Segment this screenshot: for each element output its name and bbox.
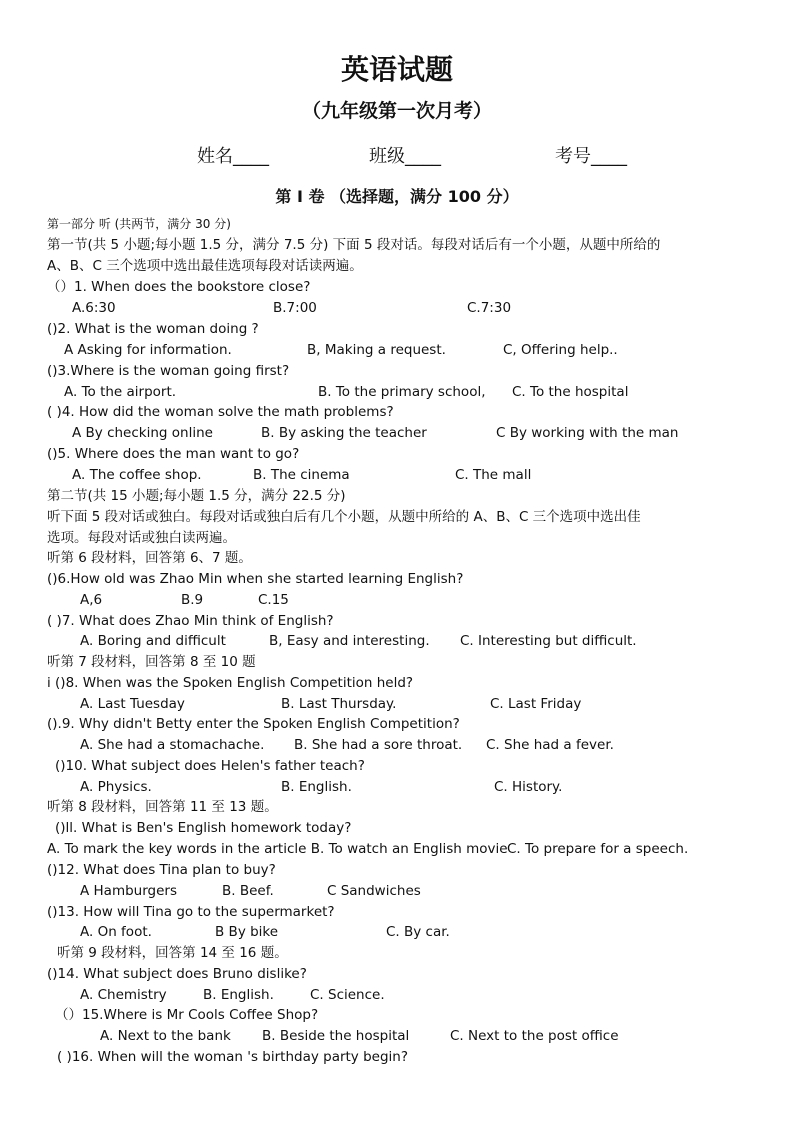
question-10-option-c: C. History. xyxy=(494,779,563,795)
page-title: 英语试题 xyxy=(340,53,453,86)
material-9-note: 听第 9 段材料，回答第 14 至 16 题。 xyxy=(57,945,288,961)
question-12-option-b: B. Beef. xyxy=(222,883,274,899)
question-7-stem: ( )7. What does Zhao Min think of English? xyxy=(47,613,334,629)
question-6-option-a: A,6 xyxy=(80,592,103,608)
question-5-option-b: B. The cinema xyxy=(253,467,350,483)
page-subtitle: （九年级第一次月考） xyxy=(301,100,492,122)
question-6-option-b: B.9 xyxy=(181,592,204,608)
question-12-stem: ()12. What does Tina plan to buy? xyxy=(47,862,276,878)
question-14-option-b: B. English. xyxy=(203,987,274,1003)
question-5-option-a: A. The coffee shop. xyxy=(72,467,202,483)
question-2-option-c: C, Offering help.. xyxy=(503,342,618,358)
question-3-option-a: A. To the airport. xyxy=(64,384,177,400)
question-2-option-a: A Asking for information. xyxy=(64,342,232,358)
exam-number-label: 考号____ xyxy=(555,146,627,167)
section2-heading: 第二节(共 15 小题;每小题 1.5 分，满分 22.5 分) xyxy=(47,488,346,504)
question-15-option-b: B. Beside the hospital xyxy=(262,1028,410,1044)
section2-instructions-line1: 听下面 5 段对话或独白。每段对话或独白后有几个小题，从题中所给的 A、B、C 三个选项中选出佳 xyxy=(47,509,641,525)
question-3-option-c: C. To the hospital xyxy=(512,384,629,400)
question-3-option-b: B. To the primary school, xyxy=(318,384,486,400)
section1-instructions-line2: A、B、C 三个选项中选出最佳选项每段对话读两遍。 xyxy=(47,258,363,274)
question-15-option-a: A. Next to the bank xyxy=(100,1028,231,1044)
question-9-stem: ().9. Why didn't Betty enter the Spoken English Competition? xyxy=(47,716,460,732)
material-7-note: 听第 7 段材料，回答第 8 至 10 题 xyxy=(47,654,256,670)
question-14-stem: ()14. What subject does Bruno dislike? xyxy=(47,966,307,982)
question-9-option-c: C. She had a fever. xyxy=(486,737,614,753)
material-8-note: 听第 8 段材料，回答第 11 至 13 题。 xyxy=(47,799,278,815)
part1-heading: 第一部分 听 (共两节，满分 30 分) xyxy=(47,217,231,231)
question-12-option-c: C Sandwiches xyxy=(327,883,421,899)
question-6-option-c: C.15 xyxy=(258,592,289,608)
question-1-option-c: C.7:30 xyxy=(467,300,512,316)
question-13-option-b: B By bike xyxy=(215,924,279,940)
question-7-option-a: A. Boring and difficult xyxy=(80,633,226,649)
question-9-option-a: A. She had a stomachache. xyxy=(80,737,265,753)
question-5-option-c: C. The mall xyxy=(455,467,532,483)
question-13-option-a: A. On foot. xyxy=(80,924,152,940)
question-2-stem: ()2. What is the woman doing ? xyxy=(47,321,259,337)
question-4-option-c: C By working with the man xyxy=(496,425,679,441)
question-7-option-b: B, Easy and interesting. xyxy=(269,633,430,649)
question-3-stem: ()3.Where is the woman going first? xyxy=(47,363,290,379)
question-2-option-b: B, Making a request. xyxy=(307,342,446,358)
question-12-option-a: A Hamburgers xyxy=(80,883,177,899)
question-9-option-b: B. She had a sore throat. xyxy=(294,737,463,753)
question-7-option-c: C. Interesting but difficult. xyxy=(460,633,637,649)
question-6-stem: ()6.How old was Zhao Min when she started learning English? xyxy=(47,571,464,587)
question-8-stem: i ()8. When was the Spoken English Competition held? xyxy=(47,675,414,691)
question-8-option-b: B. Last Thursday. xyxy=(281,696,397,712)
question-5-stem: ()5. Where does the man want to go? xyxy=(47,446,300,462)
question-4-stem: ( )4. How did the woman solve the math problems? xyxy=(47,404,394,420)
section2-instructions-line2: 选项。每段对话或独白读两遍。 xyxy=(47,530,236,546)
question-4-option-b: B. By asking the teacher xyxy=(261,425,427,441)
name-field-label: 姓名____ xyxy=(197,146,269,167)
class-field-label: 班级____ xyxy=(369,146,441,167)
question-11-options-a-b: A. To mark the key words in the article B. To watch an English movie xyxy=(47,841,508,857)
question-14-option-c: C. Science. xyxy=(310,987,385,1003)
question-1-option-a: A.6:30 xyxy=(72,300,116,316)
material-6-note: 听第 6 段材料，回答第 6、7 题。 xyxy=(47,550,252,566)
question-10-option-b: B. English. xyxy=(281,779,352,795)
section-title: 第 I 卷 （选择题，满分 100 分） xyxy=(275,187,519,206)
question-1-stem: （）1. When does the bookstore close? xyxy=(47,279,311,295)
question-16-stem: ( )16. When will the woman 's birthday party begin? xyxy=(57,1049,409,1065)
section1-instructions-line1: 第一节(共 5 小题;每小题 1.5 分，满分 7.5 分) 下面 5 段对话。每段对话后有一个小题，从题中所给的 xyxy=(47,237,661,253)
question-15-stem: （）15.Where is Mr Cools Coffee Shop? xyxy=(55,1007,319,1023)
question-1-option-b: B.7:00 xyxy=(273,300,317,316)
question-10-stem: ()10. What subject does Helen's father teach? xyxy=(55,758,365,774)
question-15-option-c: C. Next to the post office xyxy=(450,1028,619,1044)
question-10-option-a: A. Physics. xyxy=(80,779,152,795)
question-13-option-c: C. By car. xyxy=(386,924,450,940)
question-8-option-a: A. Last Tuesday xyxy=(80,696,185,712)
question-14-option-a: A. Chemistry xyxy=(80,987,167,1003)
question-8-option-c: C. Last Friday xyxy=(490,696,582,712)
question-4-option-a: A By checking online xyxy=(72,425,213,441)
question-13-stem: ()13. How will Tina go to the supermarket? xyxy=(47,904,335,920)
question-11-stem: ()ll. What is Ben's English homework today? xyxy=(55,820,352,836)
question-11-option-c: C. To prepare for a speech. xyxy=(507,841,689,857)
